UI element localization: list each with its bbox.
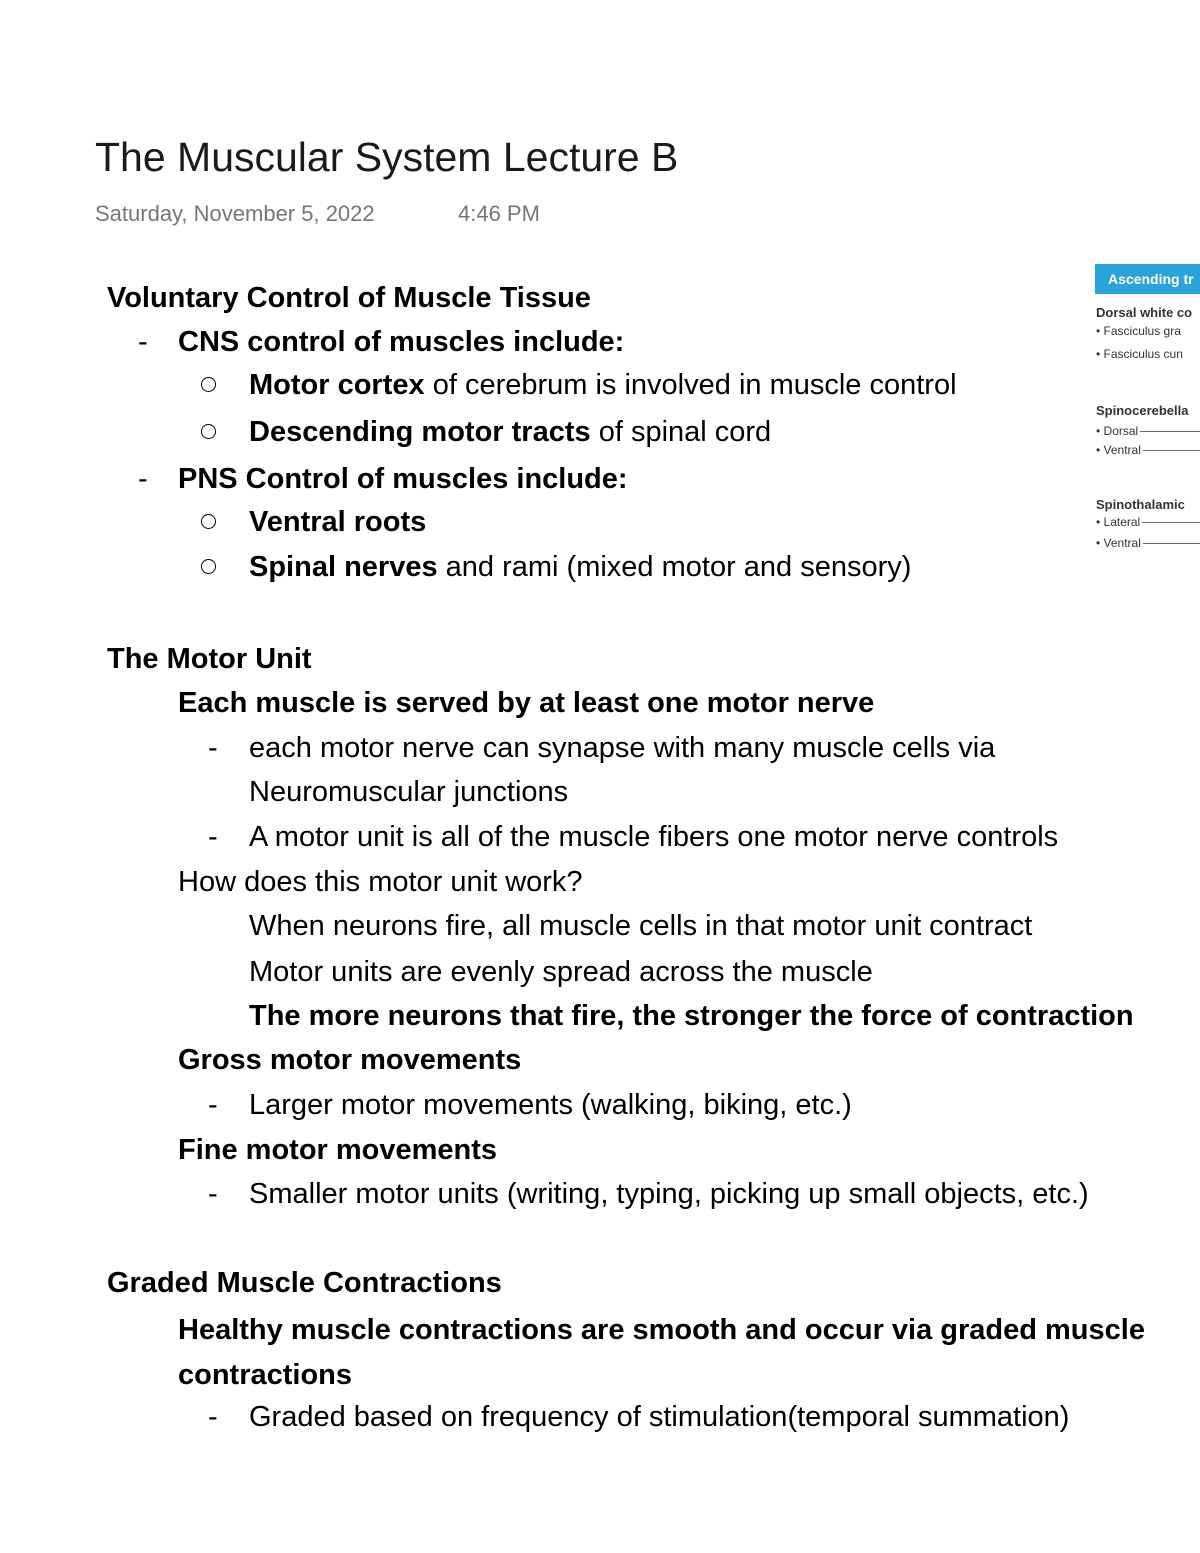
question-text: How does this motor unit work? xyxy=(178,866,583,898)
list-item: each motor nerve can synapse with many muscle cells via xyxy=(249,732,996,764)
circle-bullet-icon xyxy=(201,424,216,439)
dash-marker: - xyxy=(208,1178,218,1210)
list-item-text: of cerebrum is involved in muscle control xyxy=(424,369,957,401)
section-heading-voluntary: Voluntary Control of Muscle Tissue xyxy=(107,282,591,314)
list-item: Larger motor movements (walking, biking, etc.) xyxy=(249,1089,852,1121)
dash-marker: - xyxy=(208,732,218,764)
list-item-bold: Motor cortex xyxy=(249,369,425,401)
pns-label: PNS Control of muscles include: xyxy=(178,463,628,495)
circle-bullet-icon xyxy=(201,514,216,529)
list-item-continuation: Neuromuscular junctions xyxy=(249,776,569,808)
figure-banner: Ascending tr xyxy=(1095,264,1200,294)
leader-line xyxy=(1143,450,1200,451)
figure-heading: Spinothalamic xyxy=(1096,497,1185,512)
list-item-bold: Descending motor tracts xyxy=(249,416,591,448)
leader-line xyxy=(1140,431,1200,432)
dash-marker: - xyxy=(208,1089,218,1121)
page-time: 4:46 PM xyxy=(458,201,540,226)
figure-heading: Dorsal white co xyxy=(1096,305,1193,320)
list-item: Graded based on frequency of stimulation(temporal summation) xyxy=(249,1401,1070,1433)
list-item-bold: Ventral roots xyxy=(249,506,427,538)
subheading: Gross motor movements xyxy=(178,1044,522,1076)
figure-item-label: • Dorsal xyxy=(1096,424,1139,438)
figure-item xyxy=(1096,536,1200,550)
list-item-text: and rami (mixed motor and sensory) xyxy=(437,551,912,583)
figure-item-label: • Ventral xyxy=(1096,443,1141,457)
list-item xyxy=(249,505,426,539)
answer-text-bold: The more neurons that fire, the stronger the force of contraction xyxy=(249,1000,1134,1032)
figure-item-label: • Ventral xyxy=(1096,536,1141,550)
figure-item xyxy=(1096,424,1200,438)
list-item xyxy=(249,368,957,402)
cns-label: CNS control of muscles include: xyxy=(178,326,625,358)
page-title: The Muscular System Lecture B xyxy=(95,134,679,180)
ascending-tracts-figure xyxy=(1095,264,1200,564)
section-heading-motor-unit: The Motor Unit xyxy=(107,643,312,675)
list-item xyxy=(249,550,911,584)
dash-marker: - xyxy=(138,326,148,358)
figure-item-label: • Lateral xyxy=(1096,515,1141,529)
list-item xyxy=(249,415,771,449)
section-heading-graded: Graded Muscle Contractions xyxy=(107,1267,502,1299)
subheading: Healthy muscle contractions are smooth and occur via graded muscle xyxy=(178,1314,1145,1346)
list-item-bold: Spinal nerves xyxy=(249,551,438,583)
answer-text: Motor units are evenly spread across the muscle xyxy=(249,956,873,988)
answer-text: When neurons fire, all muscle cells in that motor unit contract xyxy=(249,910,1033,942)
circle-bullet-icon xyxy=(201,377,216,392)
list-item-text: of spinal cord xyxy=(590,416,772,448)
figure-item xyxy=(1096,515,1200,529)
subheading-continuation: contractions xyxy=(178,1359,353,1391)
figure-item xyxy=(1096,443,1200,457)
dash-marker: - xyxy=(138,463,148,495)
leader-line xyxy=(1143,543,1200,544)
list-item: A motor unit is all of the muscle fibers one motor nerve controls xyxy=(249,821,1059,853)
subheading: Each muscle is served by at least one motor nerve xyxy=(178,687,875,719)
list-item: Smaller motor units (writing, typing, picking up small objects, etc.) xyxy=(249,1178,1089,1210)
page-date: Saturday, November 5, 2022 xyxy=(95,201,375,226)
leader-line xyxy=(1142,522,1200,523)
figure-item: • Fasciculus gra xyxy=(1096,324,1181,338)
figure-item: • Fasciculus cun xyxy=(1096,347,1183,361)
figure-heading: Spinocerebella xyxy=(1096,403,1189,418)
circle-bullet-icon xyxy=(201,559,216,574)
dash-marker: - xyxy=(208,821,218,853)
subheading: Fine motor movements xyxy=(178,1134,498,1166)
dash-marker: - xyxy=(208,1401,218,1433)
